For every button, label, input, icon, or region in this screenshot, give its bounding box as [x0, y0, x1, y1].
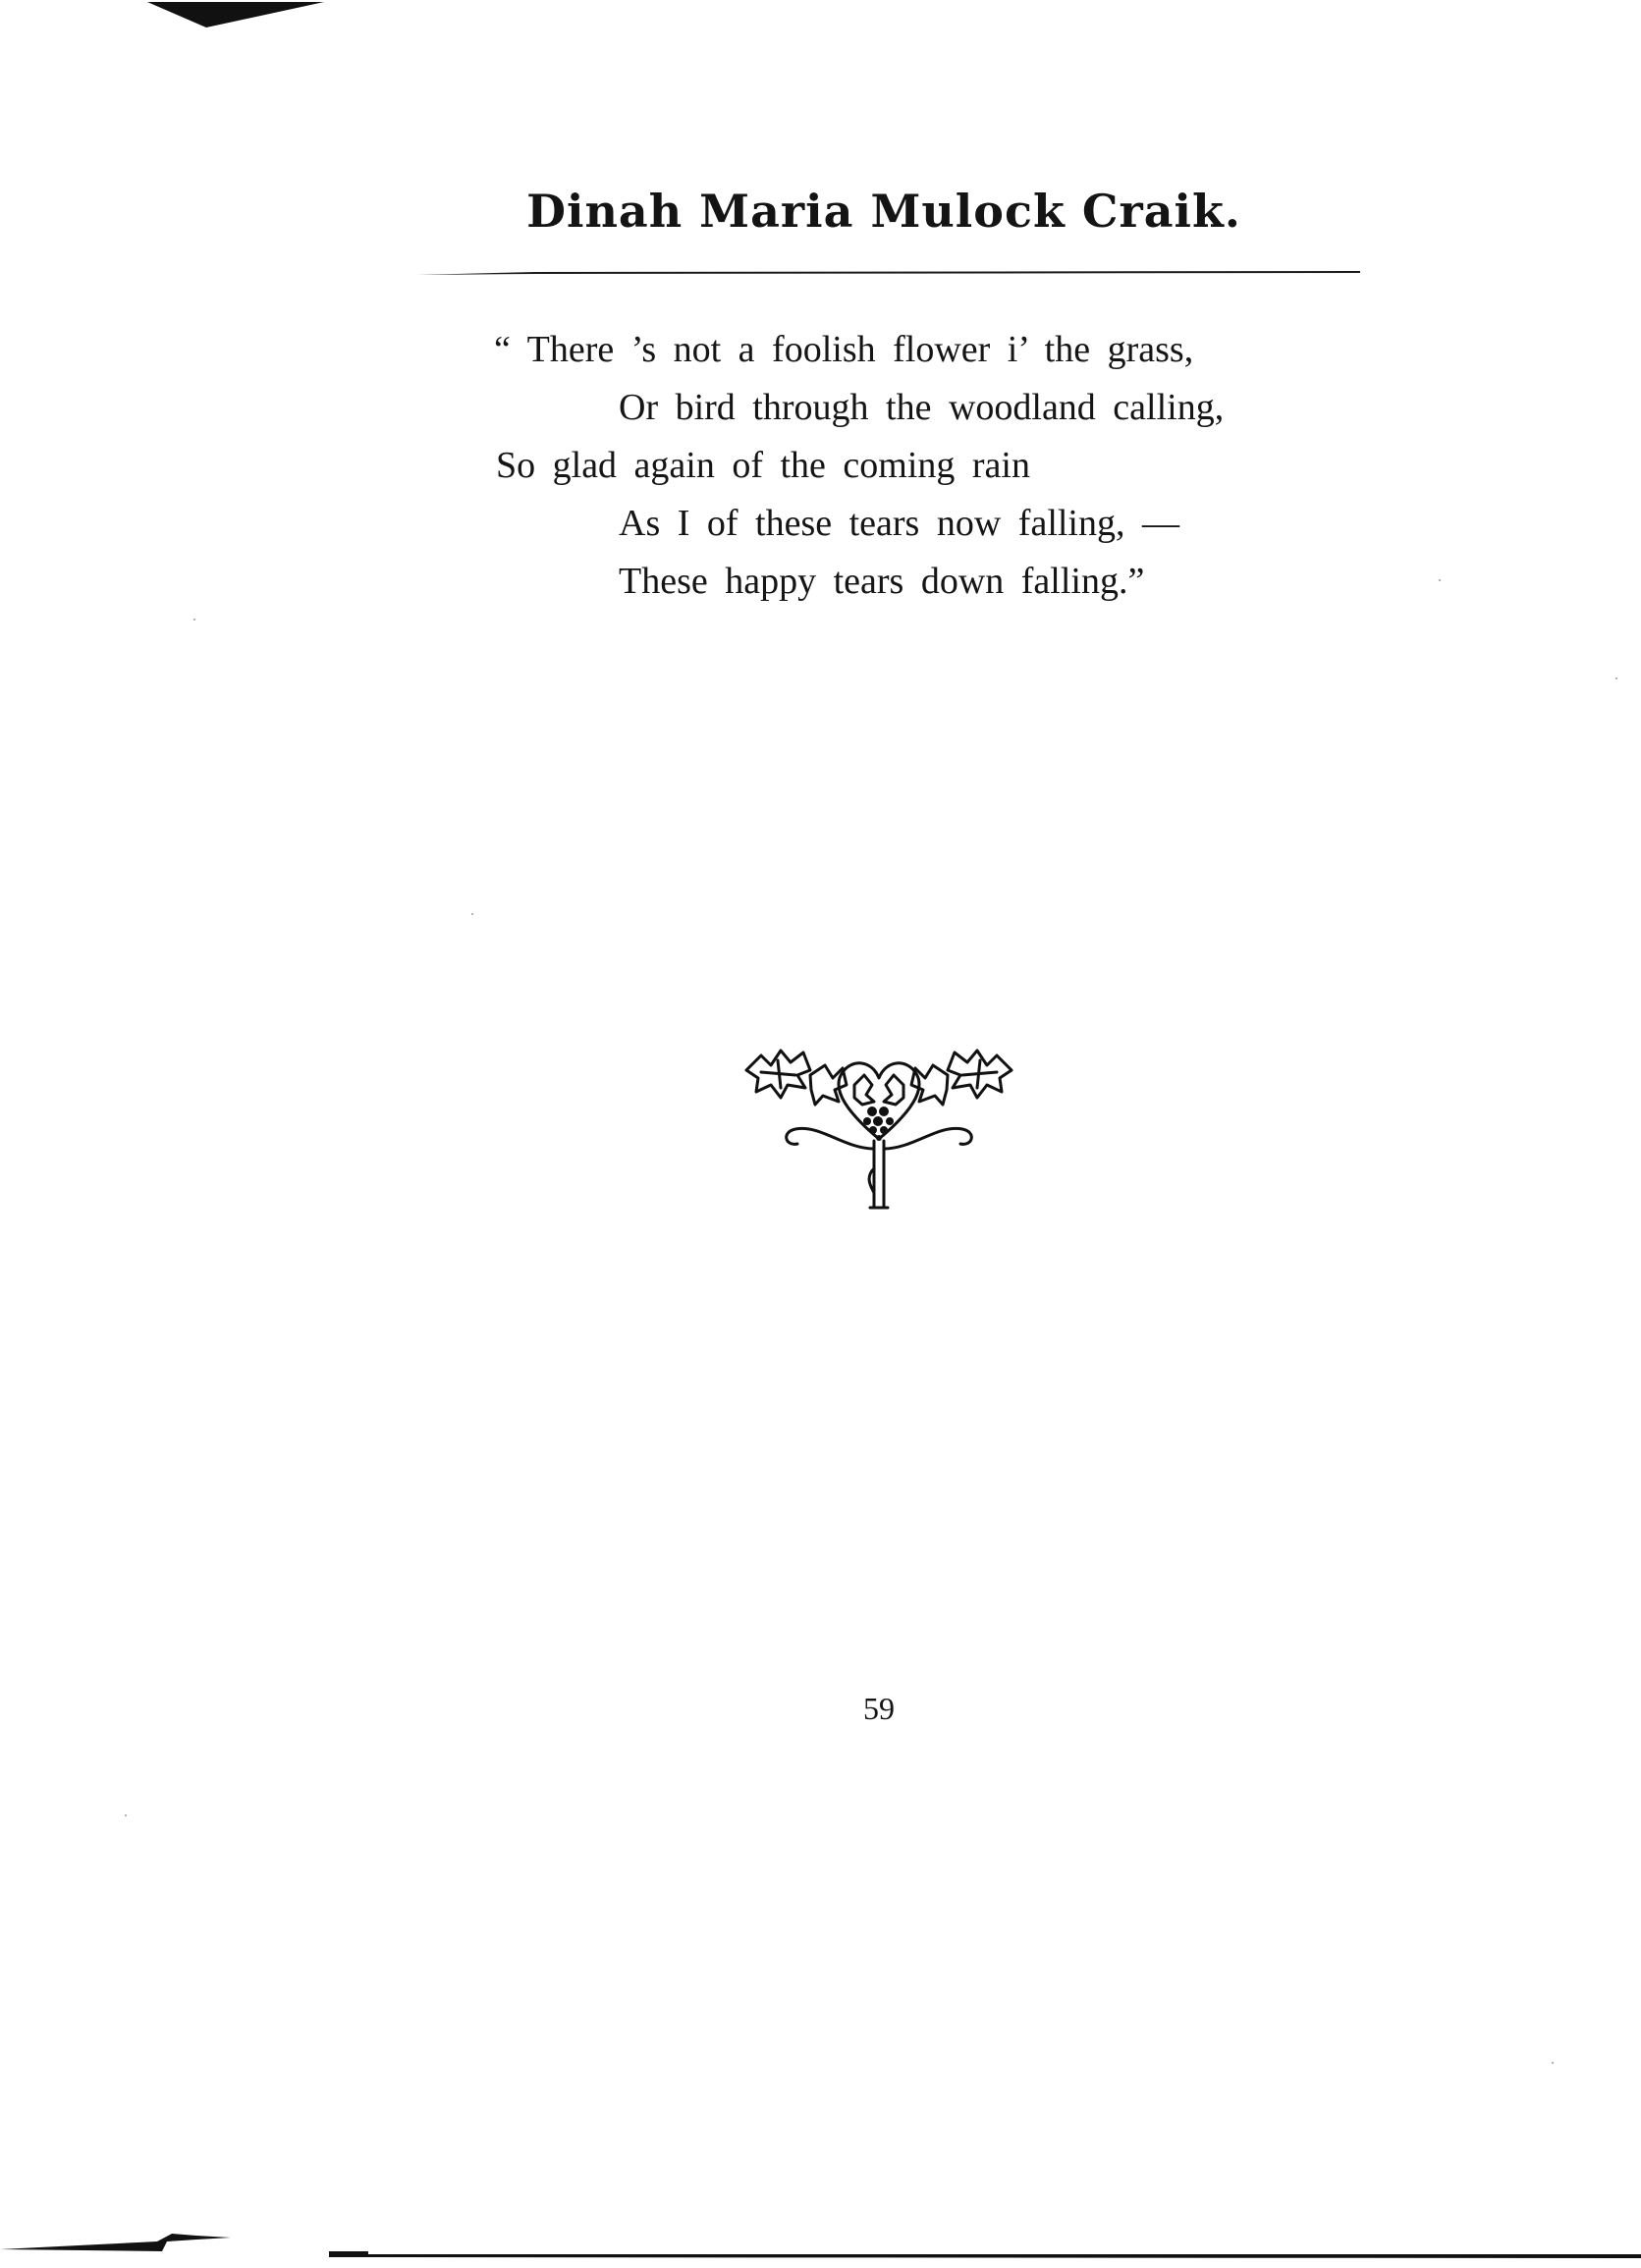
poem-line: As I of these tears now falling, — — [619, 503, 1179, 544]
paper-speck — [1439, 579, 1441, 581]
header-rule — [417, 267, 1360, 279]
poem-line: Or bird through the woodland calling, — [619, 387, 1225, 428]
paper-speck — [193, 619, 195, 621]
scan-mark-bottom-left — [0, 2224, 236, 2253]
paper-speck — [1615, 677, 1617, 679]
paper-speck — [125, 1814, 127, 1816]
vine-heart-ornament-icon — [727, 1031, 1031, 1217]
running-head: Dinah Maria Mulock Craik. — [526, 185, 1241, 238]
paper-speck — [471, 913, 473, 915]
paper-speck — [1552, 2062, 1554, 2064]
scan-mark-bottom-rule — [329, 2248, 1641, 2260]
poem-line: So glad again of the coming rain — [496, 445, 1030, 486]
scan-mark-top — [147, 0, 324, 39]
poem-line: “ There ’s not a foolish flower i’ the grass, — [494, 329, 1194, 370]
poem-line: These happy tears down falling.” — [619, 561, 1145, 602]
page-number: 59 — [863, 1691, 895, 1726]
